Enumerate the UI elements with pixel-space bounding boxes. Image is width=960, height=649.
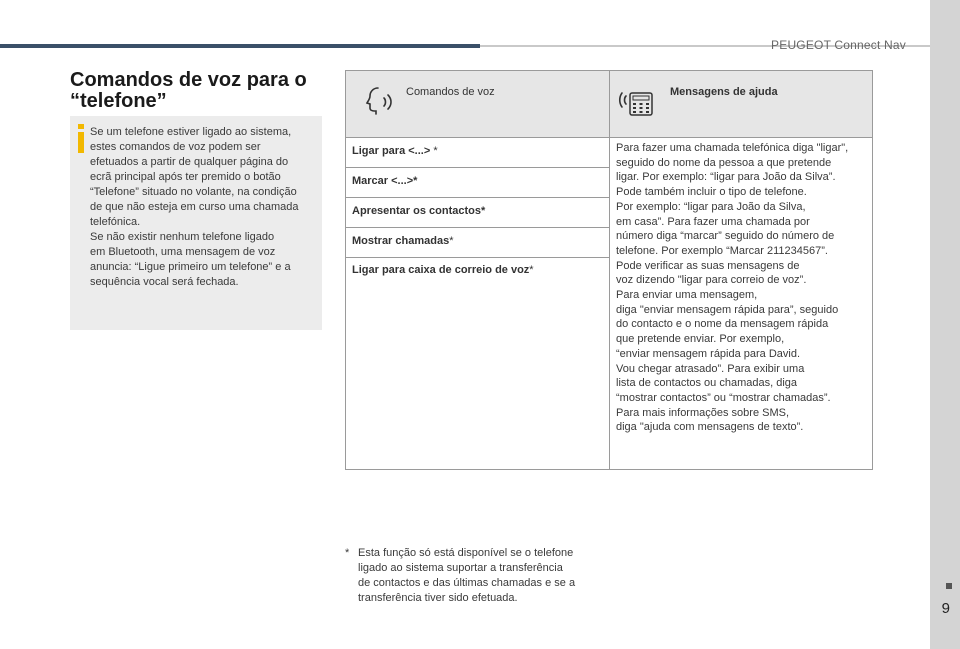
- footnote-mark: *: [345, 547, 350, 559]
- info-text: Se um telefone estiver ligado ao sistema, estes comandos de voz podem ser efetuados a partir de qualquer página do ecrã principal após ter premido o botão “Telefone” situado no volante, na condição de que não esteja em curso uma chamada telefónica. Se não existir nenhum telefone ligado em Bluetooth, uma mensagem de voz anuncia: “Ligue primeiro um telefone” e a sequência vocal será fechada.: [90, 126, 299, 288]
- page-number: 9: [941, 600, 950, 617]
- column-divider: [609, 71, 610, 469]
- command-label: Ligar para <...>: [352, 145, 431, 157]
- header-brand: PEUGEOT Connect Nav: [771, 38, 906, 52]
- command-star: *: [529, 264, 534, 276]
- command-row: [346, 228, 609, 258]
- page-marker: [946, 583, 952, 589]
- command-star: *: [430, 145, 438, 157]
- command-row: [346, 258, 609, 469]
- voice-help-phone-icon: [618, 84, 656, 118]
- command-label: Ligar para caixa de correio de voz: [352, 264, 530, 276]
- voice-commands-table: [345, 70, 873, 470]
- section-title: Comandos de voz para o “telefone”: [70, 69, 307, 112]
- col2-header: Mensagens de ajuda: [670, 86, 778, 98]
- command-label: Mostrar chamadas: [352, 235, 450, 247]
- page-edge-strip: [930, 0, 960, 649]
- footnote: [345, 546, 615, 606]
- info-box: [70, 116, 322, 330]
- command-star: *: [449, 235, 454, 247]
- command-label: Marcar <...>: [352, 175, 414, 187]
- col1-header: Comandos de voz: [406, 86, 495, 98]
- command-star: *: [413, 175, 418, 187]
- voice-command-icon: [364, 84, 396, 116]
- footnote-text: Esta função só está disponível se o telefone ligado ao sistema suportar a transferência de contactos e das últimas chamadas e se a transferência tiver sido efetuada.: [358, 547, 576, 604]
- help-messages-text: Para fazer uma chamada telefónica diga "ligar", seguido do nome da pessoa a que pretende ligar. Por exemplo: “ligar para João da Silva”. Pode também incluir o tipo de telefone. Por exemplo: “ligar para João da Silva, em casa”. Para fazer uma chamada por número diga “marcar” seguido do número de telefone. Por exemplo “Marcar 211234567”. Pode verificar as suas mensagens de voz dizendo "ligar para correio de voz”. Para enviar uma mensagem, diga "enviar mensagem rápida para”, seguido do contacto e o nome da mensagem rápida que pretende enviar. Por exemplo, “enviar mensagem rápida para David. Vou chegar atrasado”. Para exibir uma lista de contactos ou chamadas, diga “mostrar contactos” ou “mostrar chamadas”. Para mais informações sobre SMS, diga "ajuda com mensagens de texto”.: [616, 142, 849, 434]
- command-label: Apresentar os contactos: [352, 205, 481, 217]
- info-icon: [78, 124, 84, 153]
- header-rule: [0, 44, 480, 48]
- command-row: [346, 138, 609, 168]
- command-row: [346, 198, 609, 228]
- command-row: [346, 168, 609, 198]
- command-star: *: [480, 205, 486, 217]
